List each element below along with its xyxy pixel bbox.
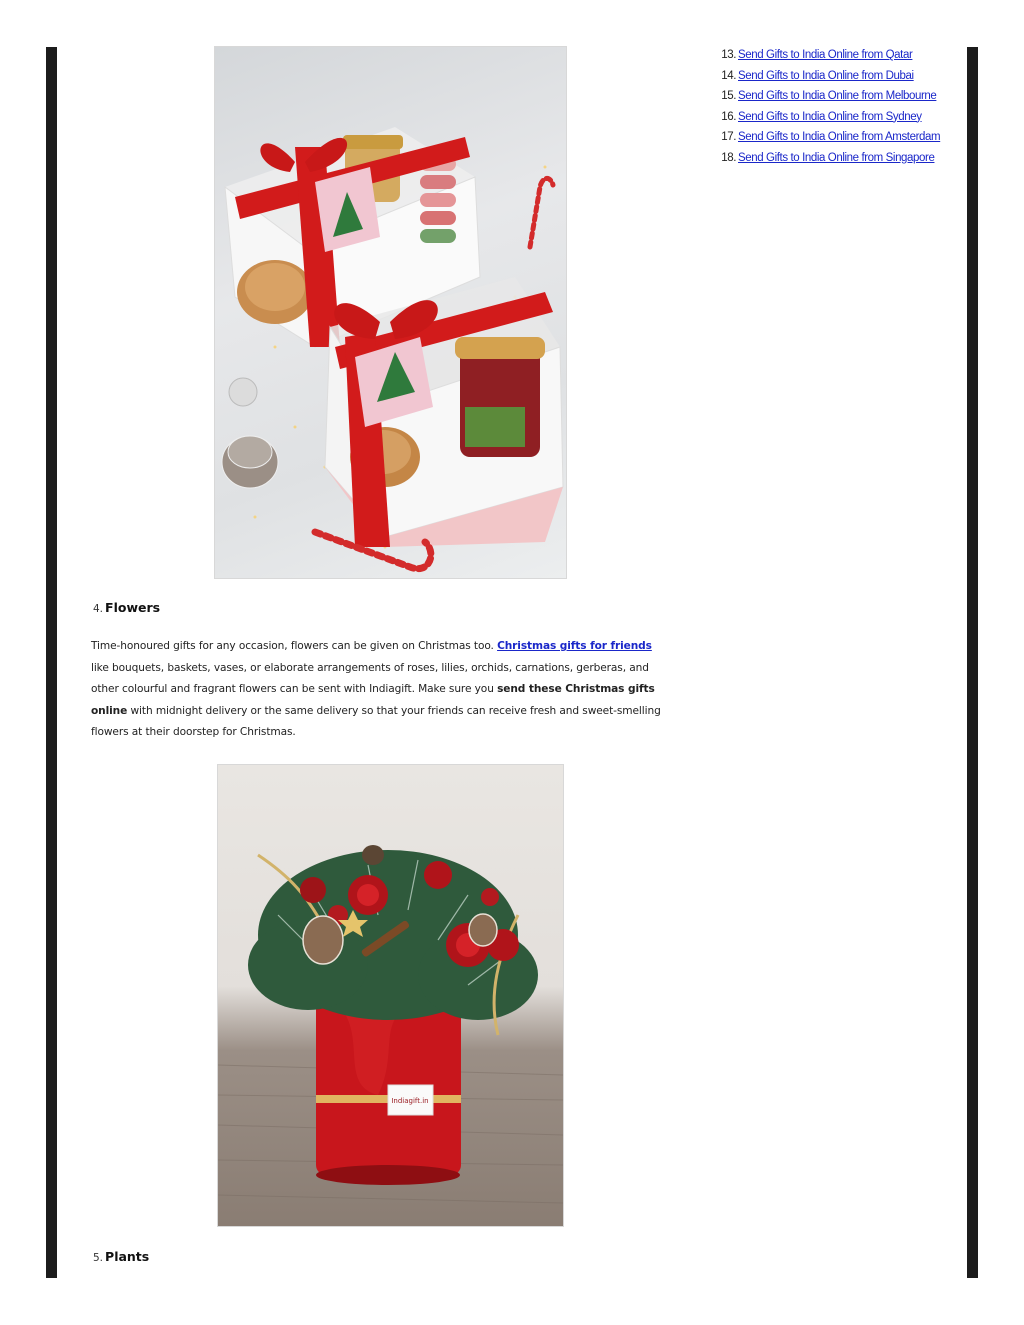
list-number: 13. [721,49,736,61]
christmas-flower-arrangement-photo [217,764,564,1227]
christmas-gift-box-photo [214,46,567,579]
section-title: Flowers [105,600,161,615]
list-item [708,86,948,107]
list-number: 14. [721,69,736,82]
list-number: 15. [721,90,736,102]
list-item [708,107,948,128]
list-item [708,148,948,169]
related-links-list [708,45,948,168]
list-item [708,45,948,66]
section-title: Plants [105,1249,150,1264]
paragraph-bold-text: send these Christmas gifts online [91,683,655,717]
link-send-gifts-qatar[interactable]: Send Gifts to India Online from Qatar [738,49,913,61]
section-heading-plants [93,1249,149,1264]
paragraph-text: with midnight delivery or the same delivery so that your friends can receive fresh and sweet-smelling flowers at their doorstep for Christmas. [91,704,661,738]
list-item [708,127,948,148]
link-send-gifts-dubai[interactable]: Send Gifts to India Online from Dubai [738,69,914,82]
section-heading-flowers [93,600,160,615]
link-send-gifts-melbourne[interactable]: Send Gifts to India Online from Melbourne [738,90,937,102]
list-number: 16. [721,110,736,123]
right-border-bar [967,47,978,1278]
list-number: 18. [721,151,736,164]
left-border-bar [46,47,57,1278]
list-number: 17. [721,131,736,143]
link-send-gifts-amsterdam[interactable]: Send Gifts to India Online from Amsterdam [738,131,941,143]
section-number: 5. [93,1252,104,1264]
list-item [708,66,948,87]
section-number: 4. [93,603,104,615]
christmas-gifts-for-friends-link[interactable]: Christmas gifts for friends [497,640,652,652]
link-send-gifts-singapore[interactable]: Send Gifts to India Online from Singapore [738,151,935,164]
paragraph-text: like bouquets, baskets, vases, or elaborate arrangements of roses, lilies, orchids, carnations, gerberas, and other colourful and fragrant flowers can be sent with Indiagift. Make sure you [91,661,649,695]
svg-text:Indiagift.in: Indiagift.in [391,1097,429,1105]
paragraph-text: Time-honoured gifts for any occasion, flowers can be given on Christmas too. [91,640,498,652]
link-send-gifts-sydney[interactable]: Send Gifts to India Online from Sydney [738,110,922,123]
flowers-paragraph [91,636,671,744]
